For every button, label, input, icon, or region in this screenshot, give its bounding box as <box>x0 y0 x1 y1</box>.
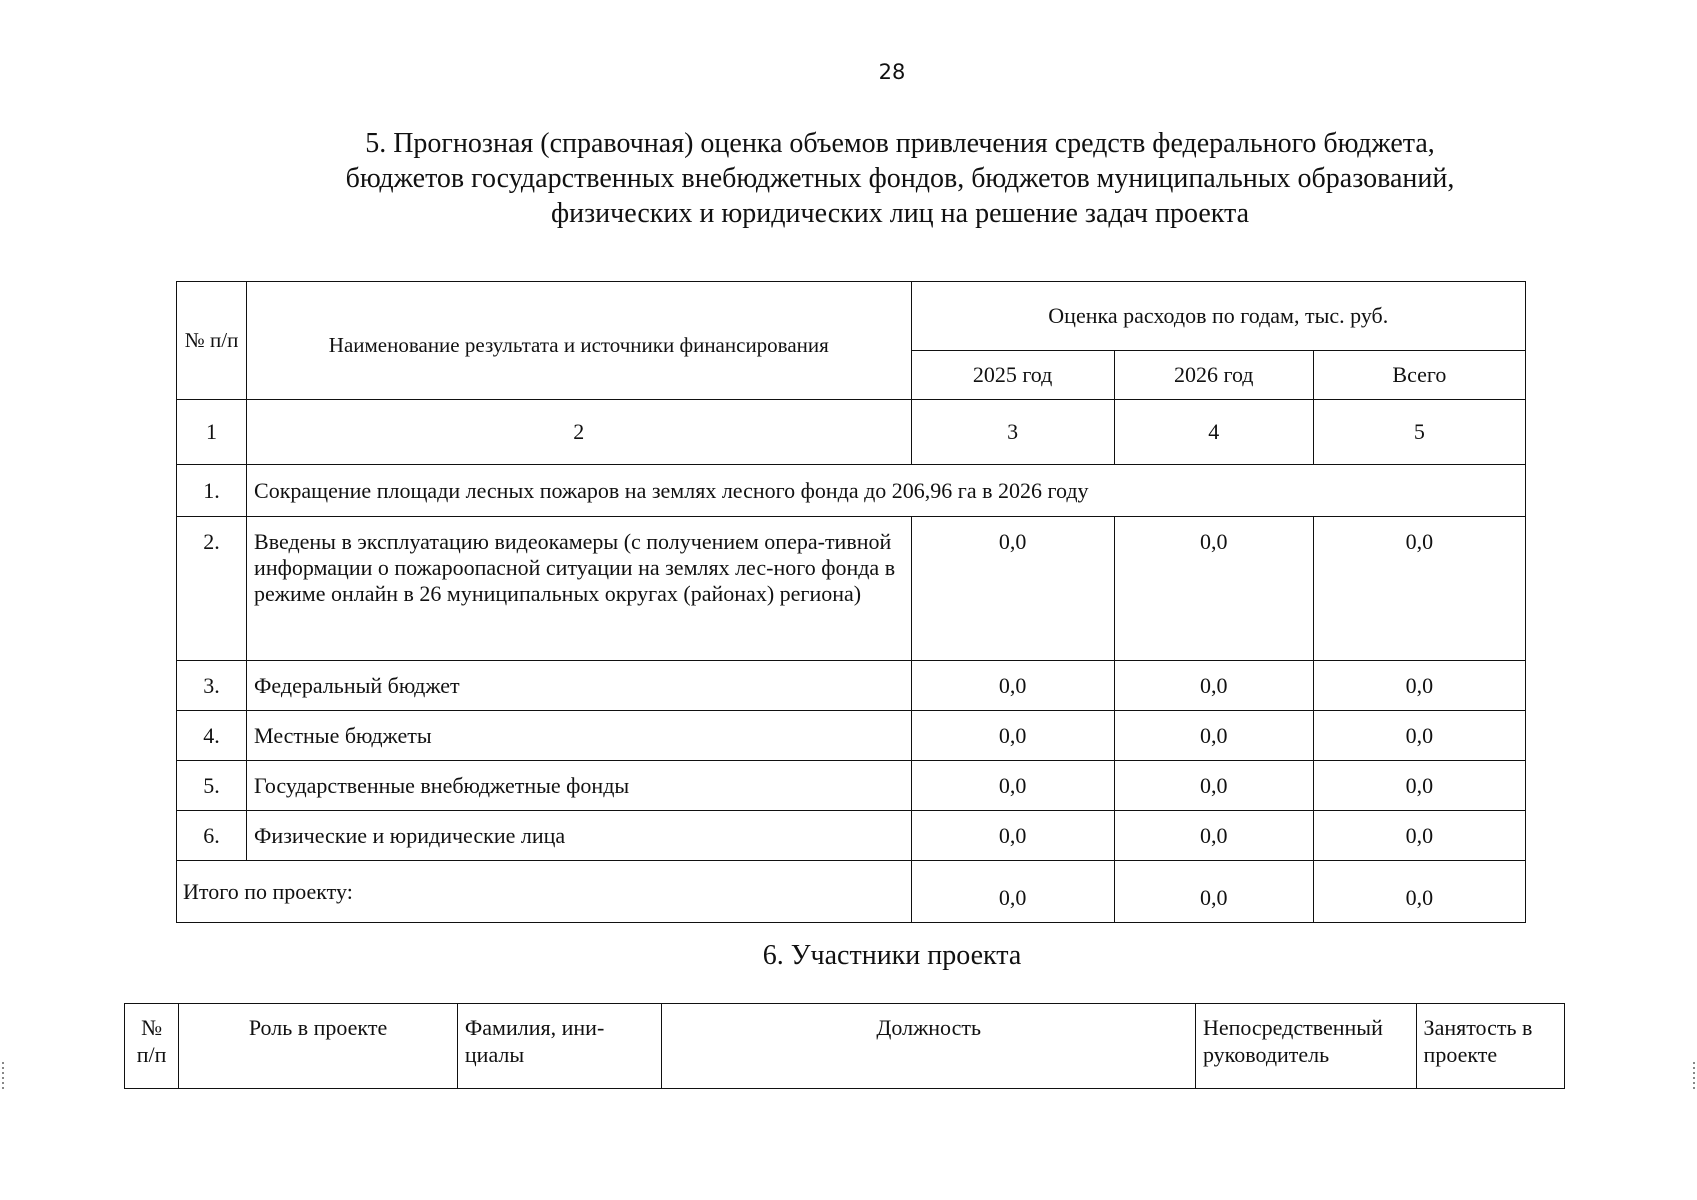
header-num: № п/п <box>177 282 247 400</box>
value-2025: 0,0 <box>911 661 1114 711</box>
value-total: 0,0 <box>1313 517 1525 661</box>
value-total: 0,0 <box>1313 761 1525 811</box>
total-row <box>177 861 1526 923</box>
header-name: Фамилия, ини-циалы <box>457 1004 662 1089</box>
value-total: 0,0 <box>1313 661 1525 711</box>
value-2026: 0,0 <box>1114 517 1313 661</box>
section-5-title-line: 5. Прогнозная (справочная) оценка объемов привлечения средств федерального бюджета, <box>365 128 1435 159</box>
value-2025: 0,0 <box>911 711 1114 761</box>
value-2025: 0,0 <box>911 811 1114 861</box>
row-name: Государственные внебюджетные фонды <box>247 761 911 811</box>
value-total: 0,0 <box>1313 711 1525 761</box>
row-num: 2. <box>177 517 247 661</box>
header-year-2026: 2026 год <box>1114 351 1313 400</box>
goal-row <box>177 465 1526 517</box>
header-employment: Занятость в проекте <box>1416 1004 1564 1089</box>
row-num: 4. <box>177 711 247 761</box>
table-row <box>177 517 1526 661</box>
row-name: Федеральный бюджет <box>247 661 911 711</box>
participants-table <box>124 1003 1565 1089</box>
value-2026: 0,0 <box>1114 661 1313 711</box>
header-position: Должность <box>662 1004 1195 1089</box>
value-2026: 0,0 <box>1114 811 1313 861</box>
header-total: Всего <box>1313 351 1525 400</box>
table-row <box>177 661 1526 711</box>
total-value-2025: 0,0 <box>911 861 1114 923</box>
table-row <box>177 761 1526 811</box>
header-year-2025: 2025 год <box>911 351 1114 400</box>
column-index: 5 <box>1313 400 1525 465</box>
value-2026: 0,0 <box>1114 711 1313 761</box>
header-manager: Непосредственный руководитель <box>1195 1004 1416 1089</box>
goal-text: Сокращение площади лесных пожаров на землях лесного фонда до 206,96 га в 2026 году <box>247 465 1526 517</box>
row-num: 5. <box>177 761 247 811</box>
header-expense-estimate: Оценка расходов по годам, тыс. руб. <box>911 282 1525 351</box>
value-2025: 0,0 <box>911 517 1114 661</box>
value-total: 0,0 <box>1313 811 1525 861</box>
right-edge-mark <box>1693 1062 1695 1092</box>
total-value-total: 0,0 <box>1313 861 1525 923</box>
header-role: Роль в проекте <box>179 1004 458 1089</box>
row-num: 1. <box>177 465 247 517</box>
table-row <box>177 711 1526 761</box>
column-index: 2 <box>247 400 911 465</box>
row-name: Введены в эксплуатацию видеокамеры (с получением опера-тивной информации о пожароопасной ситуации на землях лес-ного фонда в режиме онлайн в 26 муниципальных округах (районах) региона) <box>247 517 911 661</box>
budget-table <box>176 281 1526 923</box>
header-name: Наименование результата и источники финансирования <box>247 282 911 400</box>
section-5-title <box>300 126 1500 231</box>
left-edge-mark <box>2 1062 4 1092</box>
row-num: 6. <box>177 811 247 861</box>
section-6-title: 6. Участники проекта <box>762 940 1022 971</box>
column-index: 3 <box>911 400 1114 465</box>
row-name: Физические и юридические лица <box>247 811 911 861</box>
table-row <box>177 811 1526 861</box>
value-2026: 0,0 <box>1114 761 1313 811</box>
total-label: Итого по проекту: <box>177 861 912 923</box>
header-num: № п/п <box>125 1004 179 1089</box>
value-2025: 0,0 <box>911 761 1114 811</box>
page-number: 28 <box>878 60 906 84</box>
header-row <box>177 282 1526 351</box>
column-index-row <box>177 400 1526 465</box>
column-index: 4 <box>1114 400 1313 465</box>
participants-header-row <box>125 1004 1565 1089</box>
row-name: Местные бюджеты <box>247 711 911 761</box>
column-index: 1 <box>177 400 247 465</box>
row-num: 3. <box>177 661 247 711</box>
section-5-title-line: бюджетов государственных внебюджетных фондов, бюджетов муниципальных образований, <box>345 163 1455 194</box>
section-5-title-line: физических и юридических лиц на решение задач проекта <box>550 198 1250 229</box>
total-value-2026: 0,0 <box>1114 861 1313 923</box>
